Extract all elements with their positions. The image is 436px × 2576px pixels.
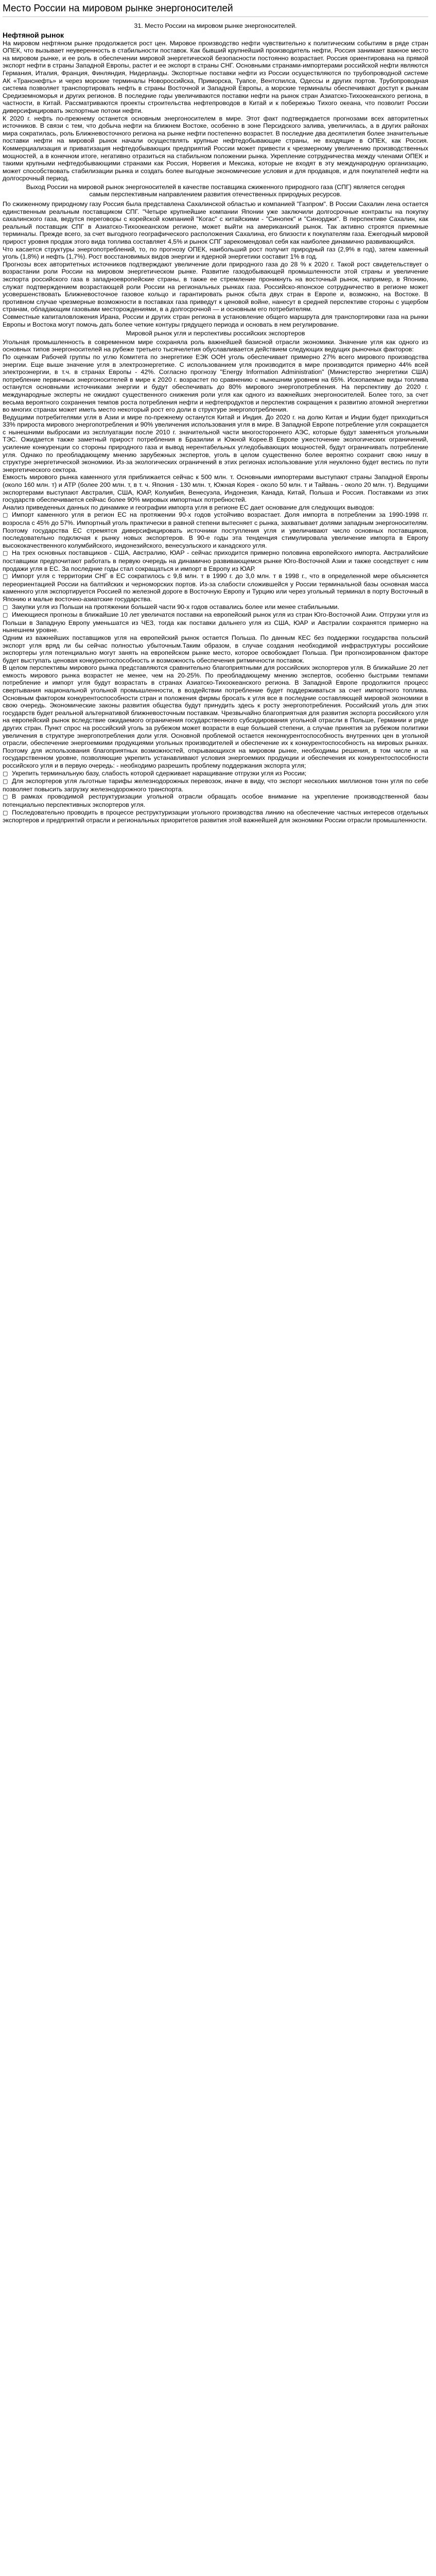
coal-paragraph: Ведущими потребителями угля в Азии и мире по-прежнему останутся Китай и Индия. До 2020 г. на долю Китая и Индии будет приходиться 33% прироста мирового энергопотребления и 90% увеличения использования угля в мире. В Западной Европе потребление угля сокращается с нынешними выбросами из эксплуатации после 2010 г. значительной части многостороннего АЭС, которые будут заменяться угольными ТЭС. Ожидается также заметный прирост потребления в Бразилии и Южной Корее.В Европе ужесточение экологических ограничений, усиление конкуренции со стороны природного газа и вывод нерентабельных угледобывающих мощностей, будут ограничивать потребление угля. Однако по преобладающему мнению зарубежных экспертов, уголь в целом существенно более вероятно сохранит свою нишу в структуре энергетической экономики. Из-за экологических ограничений в этих регионах использование угля неуклонно будет вестись по пути энергетического сектора.	[3, 413, 428, 473]
list-item	[3, 611, 428, 634]
numbered-section-title: 31. Место России на мировом рынке энергоносителей.	[134, 22, 297, 29]
list-item-text: На трех основных поставщиков - США, Австралию, ЮАР - сейчас приходится примерно половина европейского импорта. Австралийские поставщики предпочитают работать в первую очередь на динамично развивающемся рынке Юго-Восточной Азии и также соседствует с ним продажи угля в ЕС. За последние годы стал сокращаться и импорт в Европу из ЮАР.	[3, 549, 428, 572]
coal-paragraph: Емкость мирового рынка каменного угля приближается сейчас к 500 млн. т. Основными импортерами выступают страны Западной Европы (около 160 млн. т) и АТР (более 200 млн. т, в т. ч. Япония - 130 млн. т, Южная Корея - около 50 млн. т и Тайвань - около 20 млн. т). Ведущими экспортерами выступают Австралия, США, ЮАР, Колумбия, Венесуэла, Индонезия, Канада, Китай, Польша и Россия. Поставками из этих государств обеспечивается сейчас более 90% мировых импортных потребностей.	[3, 473, 428, 504]
bullet-icon: ▢	[3, 809, 8, 816]
list-item-text: Последовательно проводить в процессе реструктуризации угольного производства линию на обеспечение частных интересов отдельных экспортеров и предприятий отрасли и региональных приоритетов развития этой важнейшей для экономики России отрасли промышленности.	[3, 808, 428, 824]
coal-paragraph: Угольная промышленность в современном мире сохраняла роль важнейшей базисной отрасли экономики. Значение угля как одного из основных типов энергоносителей на рубеже третьего тысячелетия обуславливается действием следующих ведущих рыночных факторов:	[3, 338, 428, 353]
bullet-icon: ▢	[3, 573, 8, 580]
list-item	[3, 793, 428, 808]
coal-paragraph: В целом перспективы мирового рынка представляются сравнительно благоприятными для российских экспортеров угля. В ближайшие 20 лет емкость мирового рынка возрастет не менее, чем на 20-25%. По преобладающему мнению экспертов, особенно быстрыми темпами потребление и импорт угля будут возрастать в странах Азиатско-Тихоокеанского региона. В Западной Европе продолжится процесс свертывания национальной угольной промышленности, в воздействии потребление будет поддерживаться за счет импортного топлива. Основным фактором конкурентоспособности стран и положения фирмы бросать к угля все в последние составляющей мировой экономики в свою очередь. Экономические законы развития общества будут принудить здесь к росту энергопотребления. Российский уголь для этих государств будет реальной альтернативой ближневосточным поставкам. Чрезвычайно благоприятная для развития экспорта российского угля на европейский рынок вследствие ожидаемого ограничения государственного субсидирования угольной отрасли в Польше, Германии и ряде других стран. Пункт спрос на российский уголь за рубежом может возрасти в еще большей степени, а случае принятия за рубежом политики увеличения в структуре энергопотребления доли угля. Основной проблемой остается неконкурентоспособность внутренних цен в угольной отрасли, обеспечение энергоемкими продукциями угольных производителей и обеспечение их к конкурентоспособность на мировых рынках. Поэтому для использования благоприятных возможностей, открывающихся на мировом рынке, необходимы решения, в том числе и на государственном уровне, позволяющие укрепить устанавливают условия энергоемких продукции и обеспечения их конкурентоспособности российского угля и в первую очередь: - необходимо разрешить проблему поддержания экспорта угля;	[3, 664, 428, 769]
list-item	[3, 777, 428, 793]
bullet-icon: ▢	[3, 612, 8, 619]
list-item	[3, 572, 428, 603]
bullet-icon: ▢	[3, 770, 8, 777]
coal-market-subheading: Мировой рынок угля и перспективы российских экспортеров	[126, 330, 305, 337]
list-item-text: Импорт каменного угля в регион ЕС на протяжении 90-х годов устойчиво возрастает. Доля импорта в потреблении за 1990-1998 гг. возросла с 45% до 57%. Импортный уголь практически в равной степени вытесняет с рынка, захватывает долями западным энергоносителям. Поэтому государства ЕС стремятся диверсифицировать источники поступления угля и увеличивают число основных поставщиков, последовательно подключая к рынку новых экспортеров. В 90-е годы эта тенденция стимулировала увеличение импорта в Европу высококачественного колумбийского, индонезийского, венесуэльского и канадского угля.	[3, 511, 428, 549]
bullet-icon: ▢	[3, 778, 8, 785]
oil-market-heading: Нефтяной рынок	[3, 30, 64, 39]
bullet-icon: ▢	[3, 793, 8, 801]
gas-paragraph: Что касается структуры энергопотреблений, то, по прогнозу ОПЕК, наибольший рост получит природный газ (2,9% в год), затем каменный уголь (1,8%) и нефть (1,7%). Рост восстановимых видов энергии и ядерной энергетики составит 1% в год.	[3, 245, 428, 261]
bullet-icon: ▢	[3, 603, 8, 611]
bullet-icon: ▢	[3, 550, 8, 557]
oil-paragraph: На мировом нефтяном рынке продолжается рост цен. Мировое производство нефти чувствительно к политическим событиям в ряде стран ОПЕК, что вызывает неуверенность в стабильности поставок. Как бывший крупнейший производитель нефти, Россия занимает важное место на мировом рынке, и ее роль в обеспечении мировой энергетической безопасности постоянно возрастает. Россия ориентирована на прямой экспорт нефти в страны Западной Европы, растет и ее экспорт в страны СНГ. Основными странами-импортерами российской нефти являются Германия, Италия, Франция, Финляндия, Нидерланды. Экспортные поставки нефти из России осуществляются по трубопроводной системе АК «Транснефть» и через морские терминалы Новороссийска, Приморска, Туапсе, Вентспилса, Одессы и других портов. Трубопроводная система позволяет транспортировать нефть в страны Восточной и Западной Европы, а морские терминалы обеспечивают доступ к рынкам Средиземноморья и других регионов. В последние годы увеличиваются поставки нефти на рынок стран Азиатско-Тихоокеанского региона, в частности, в Китай. Рассматриваются проекты строительства нефтепроводов в Китай и к побережью Тихого океана, что позволит России диверсифицировать экспортные потоки нефти.	[3, 39, 428, 114]
list-item-text: Имеющиеся прогнозы в ближайшие 10 лет увеличатся поставки на европейский рынок угля из стран Юго-Восточной Азии. Отгрузки угля из Польши в Западную Европу уменьшатся из ЧЕЗ, тогда как поставки дальнего угля из США, ЮАР и Австралии сохранятся примерно на нынешнем уровне.	[3, 611, 428, 634]
list-item	[3, 809, 428, 824]
list-item-text: В рамках проводимой реструктуризации угольной отрасли обращать особое внимание на укрепление производственной базы потенциально перспективных экспортеров угля.	[3, 793, 428, 808]
list-item-text: Закупки угля из Польши на протяжении большей части 90-х годов оставались более или менее стабильными.	[12, 603, 340, 611]
coal-paragraph: Одним из важнейших поставщиков угля на европейский рынок остается Польша. По данным КЕС без поддержки государства польский экспорт угля вряд ли бы сейчас полностью убыточным.Таким образом, в случае создания необходимой инфраструктуры российские экспортеры угля потенциально могут занять на европейском рынке место, которое освобождает Польша. При прогнозированном факторе будет выступать ценовая конкурентоспособность и возможность обеспечения ритмичности поставок.	[3, 634, 428, 664]
lng-intro-block: Выход России на мировой рынок энергоносителей в качестве поставщика сжиженного природного газа (СПГ) является сегодня самым перспективным направлением развития отечественных природных ресурсов.	[26, 183, 405, 198]
list-item-text: Укрепить терминальную базу, слабость которой сдерживает наращивание отгрузки угля из России;	[12, 769, 307, 777]
gas-paragraph: Совместные капиталовложения Ирана, России и других стран региона в установление общего маршрута для транспортировки газа на рынки Европы и Востока могут помочь дать более четкие контуры грядущего периода и основать в нем регулирование.	[3, 313, 428, 328]
page-title: Место России на мировом рынке энергоносителей	[3, 3, 428, 17]
list-item	[3, 511, 428, 549]
coal-paragraph: Анализ приведенных данных по динамике и географии импорта угля в регионе ЕС дает основание для следующих выводов:	[3, 503, 375, 511]
list-item-text: Импорт угля с территории СНГ в ЕС сократилось с 9,8 млн. т в 1990 г. до 3,0 млн. т в 1998 г., что в определенной мере объясняется переориентацией России на балтийских и черноморских портов. Из-за слабости сложившейся у России терминальной базы основная масса каменного угля экспортируется Россией по железной дороге в Восточную Европу и Турцию или через угольный терминал в порту Восточный в Японию и малые восточно-азиатские государства.	[3, 572, 428, 603]
document-page	[0, 3, 431, 835]
list-item	[3, 549, 428, 572]
oil-paragraph: К 2020 г. нефть по-прежнему останется основным энергоносителем в мире. Этот факт подтверждается прогнозами всех авторитетных источников. В связи с тем, что добыча нефти на ближнем Востоке, особенно в зоне Персидского залива, увеличилась, а в других районах мира сократилась, роль Ближневосточного региона на рынке нефти постепенно возрастет. В последние два десятилетия более значительные поставки нефти на мировой рынок начали осуществлять крупные нефтедобывающие страны, не входящие в ОПЕК, как Россия. Коммерциализация и приватизация нефтедобывающих предприятий России может привести к чрезмерному увеличению производственных мощностей, а в конечном итоге, негативно отразиться на стабильном положении рынка. Укрепление сотрудничества между членами ОПЕК и такими крупными нефтедобывающими странами как Россия, Норвегия и Мексика, которые не входят в эту международную организацию, может способствовать стабилизации рынка и создать более выгодные экономические условия и для продавцов, и для покупателей нефти на долгосрочный период.	[3, 114, 428, 182]
gas-paragraph: По сжиженному природному газу Россия была представлена Сахалинской областью и компанией "Газпром". В России Сахалин лена остается единственным реальным поставщиком СПГ. "Четыре крупнейшие компании Японии уже заключили долгосрочные контракты на покупку сахалинского газа, ведутся переговоры с корейской компанией "Когас" с китайскими - "Синопек" и "Синорджи". В перспективе Сахалин, как реальный поставщик СПГ в Азиатско-Тихоокеанском регионе, может выйти на американский рынок. Так активно строятся приемные терминалы. Прежде всего, за счет выгодного географического расположения Сахалина, его близости к покупателям газа. Ежегодный мировой прирост уровня продаж этого вида топлива составляет 4,5% и рынок СПГ зарекомендовал себя как наиболее динамично развивающийся.	[3, 200, 428, 246]
list-item	[3, 770, 428, 778]
coal-paragraph: По оценкам Рабочей группы по углю Комитета по энергетике ЕЭК ООН уголь обеспечивает примерно 27% всего мирового производства энергии. Еще выше значение угля в электроэнергетике. С использованием угля производится в мире производится примерно 44% всей электроэнергии, в т.ч. в странах Европы - 42%. Согласно прогнозу "Energy Information Administration" (Министерство энергетики США) потребление первичных энергоносителей в мире к 2020 г. возрастет по сравнению с нынешним уровнем на 65%. Ископаемые виды топлива останутся основными источниками энергии и будут обеспечивать до 80% мирового энергопотребления. На перспективу до 2020 г. международные эксперты не ожидают существенного снижения роли угля как одного из важнейших энергоносителей. Более того, за счет весьма вероятного сохранения темпов роста потребления нефти и нефтепродуктов и перспектив сокращения к развитию атомной энергетики во многих странах может иметь место некоторый рост его доли в структуре энергопотребления.	[3, 353, 428, 414]
list-item	[3, 603, 428, 612]
list-item-text: Для экспортеров угля льготные тарифы железнодорожных перевозок, иначе в виду, что экспорт нескольких миллионов тонн угля по себе позволяет повысить загрузку железнодорожного транспорта.	[3, 777, 428, 793]
bullet-icon: ▢	[3, 512, 8, 519]
gas-paragraph: Прогнозы всех авторитетных источников подтверждают увеличение доли природного газа до 28 % к 2020 г. Такой рост свидетельствует о возрастании роли России на мировом энергетическом рынке. Развитие газодобывающей промышленности этой страны и увеличение экспорта российского газа в западноевропейские страны, в также ее стремление проникнуть на восточный рынок, например, в Японию, служат подтверждением возрастающей роли России на региональных рынках газа. Российско-японское сотрудничество в регионе может усовершенствовать Ближневосточное газовое кольцо и гарантировать рынок сбыта двух стран в Европе и, возможно, на Востоке. В противном случае чрезмерные возможности в поставках газа приведут к ценовой войне, нанесут в средней перспективе стороны с ущербом странам, обладающим газовыми месторождениями, в а долгосрочной — и основным его потребителям.	[3, 260, 428, 313]
